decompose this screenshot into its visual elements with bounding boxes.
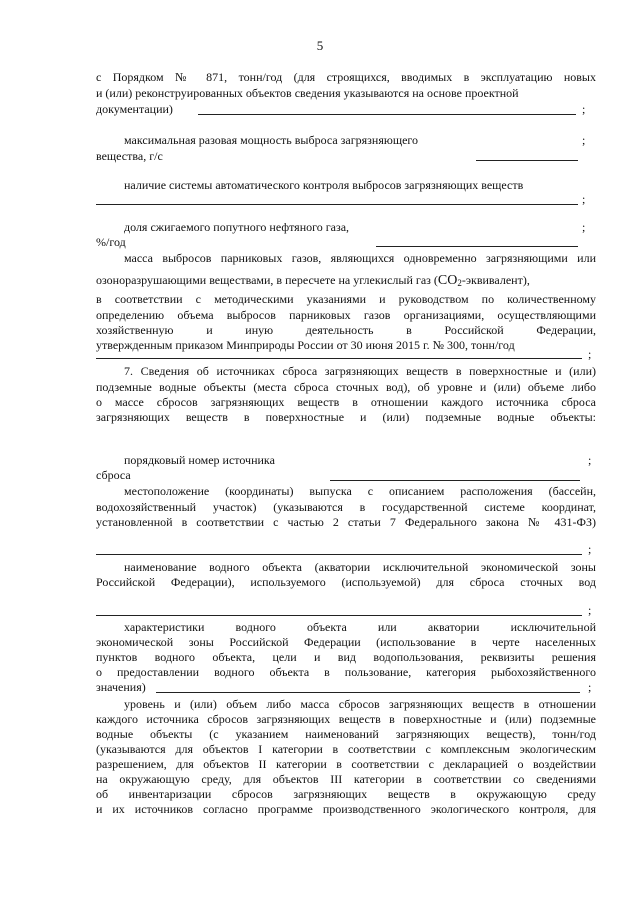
semicolon: ; bbox=[588, 542, 592, 556]
text-line: загрязняющих веществ в поверхностные и (или) подземные водные объекты: bbox=[96, 410, 596, 424]
text-line: уровень и (или) объем либо масса сбросов загрязняющих веществ в отношении bbox=[124, 697, 596, 711]
fill-line bbox=[96, 204, 578, 205]
text-fragment: -эквивалент), bbox=[461, 273, 530, 287]
text-line: водохозяйственный участок) (указываются в государственной системе координат, bbox=[96, 500, 596, 514]
text-line: сброса bbox=[96, 468, 131, 482]
text-line: (указываются для объектов I категории в соответствии с комплексным экологическим bbox=[96, 742, 596, 756]
fill-line bbox=[376, 246, 578, 247]
text-line: о массе сбросов загрязняющих веществ в отношении каждого источника сброса bbox=[96, 395, 596, 409]
text-line: экономической зоны Российской Федерации (использование в черте населенных bbox=[96, 635, 596, 649]
text-line: и (или) реконструированных объектов сведения указываются на основе проектной bbox=[96, 86, 519, 100]
text-line: пунктов водного объекта, цели и вид водопользования, реквизиты решения bbox=[96, 650, 596, 664]
fill-line bbox=[96, 358, 582, 359]
text-line: наименование водного объекта (акватории исключительной экономической зоны bbox=[124, 560, 596, 574]
text-line: характеристики водного объекта или акватории исключительной bbox=[124, 620, 596, 634]
fill-line bbox=[476, 160, 578, 161]
semicolon: ; bbox=[588, 453, 592, 467]
text-line: 7. Сведения об источниках сброса загрязняющих веществ в поверхностные и (или) bbox=[124, 364, 596, 378]
text-line: на окружающую среду, для объектов III категории в соответствии со сведениями bbox=[96, 772, 596, 786]
semicolon: ; bbox=[582, 133, 586, 147]
page-number: 5 bbox=[316, 38, 324, 53]
text-line: хозяйственную и иную деятельность в Российской Федерации, bbox=[96, 323, 596, 337]
text-line: разрешением, для объектов II категории в соответствии с декларацией о воздействии bbox=[96, 757, 596, 771]
semicolon: ; bbox=[582, 220, 586, 234]
semicolon: ; bbox=[588, 347, 592, 361]
fill-line bbox=[96, 554, 582, 555]
semicolon: ; bbox=[588, 680, 592, 694]
fill-line bbox=[198, 114, 576, 115]
formula-co: CO bbox=[437, 273, 458, 288]
text-line: Российской Федерации), используемого (используемой) для сброса сточных вод bbox=[96, 575, 596, 589]
text-line: в соответствии с методическими указаниями и руководством по количественному bbox=[96, 292, 596, 306]
semicolon: ; bbox=[588, 603, 592, 617]
text-line: порядковый номер источника bbox=[124, 453, 275, 467]
text-line: %/год bbox=[96, 235, 126, 249]
text-line: и их источников согласно программе производственного экологического контроля, для bbox=[96, 802, 596, 816]
text-line: значения) bbox=[96, 680, 146, 694]
text-line: водные объекты (с указанием наименований загрязняющих веществ), тонн/год bbox=[96, 727, 596, 741]
text-line: максимальная разовая мощность выброса загрязняющего bbox=[124, 133, 419, 147]
semicolon: ; bbox=[582, 192, 586, 206]
fill-line bbox=[330, 480, 580, 481]
text-line: документации) bbox=[96, 102, 173, 116]
text-line: определению объема выбросов парниковых газов организациями, осуществляющими bbox=[96, 308, 596, 322]
text-line: установленной в соответствии с частью 2 статьи 7 Федерального закона № 431-ФЗ) bbox=[96, 515, 596, 529]
formula-subscript: 2 bbox=[457, 278, 462, 288]
fill-line bbox=[156, 692, 580, 693]
text-line: вещества, г/с bbox=[96, 149, 163, 163]
text-line: каждого источника сбросов загрязняющих веществ в поверхностные и (или) подземные bbox=[96, 712, 596, 726]
text-line: подземные водные объекты (места сброса сточных вод), об уровне и (или) объеме либо bbox=[96, 380, 596, 394]
text-line: местоположение (координаты) выпуска с описанием расположения (бассейн, bbox=[124, 484, 596, 498]
text-line: с Порядком № 871, тонн/год (для строящихся, вводимых в эксплуатацию новых bbox=[96, 70, 596, 84]
text-line: о предоставлении водного объекта в пользование, категория рыбохозяйственного bbox=[96, 665, 596, 679]
semicolon: ; bbox=[582, 102, 586, 116]
text-line: утвержденным приказом Минприроды России от 30 июня 2015 г. № 300, тонн/год bbox=[96, 338, 515, 352]
fill-line bbox=[96, 615, 582, 616]
text-line: наличие системы автоматического контроля выбросов загрязняющих веществ bbox=[124, 178, 524, 192]
text-fragment: озоноразрушающими веществами, в пересчете на углекислый газ ( bbox=[96, 273, 438, 287]
text-line: доля сжигаемого попутного нефтяного газа, bbox=[124, 220, 350, 234]
text-line: масса выбросов парниковых газов, являющихся одновременно загрязняющими или bbox=[124, 251, 596, 265]
text-line bbox=[96, 273, 530, 290]
text-line: об инвентаризации сбросов загрязняющих веществ в окружающую среду bbox=[96, 787, 596, 801]
